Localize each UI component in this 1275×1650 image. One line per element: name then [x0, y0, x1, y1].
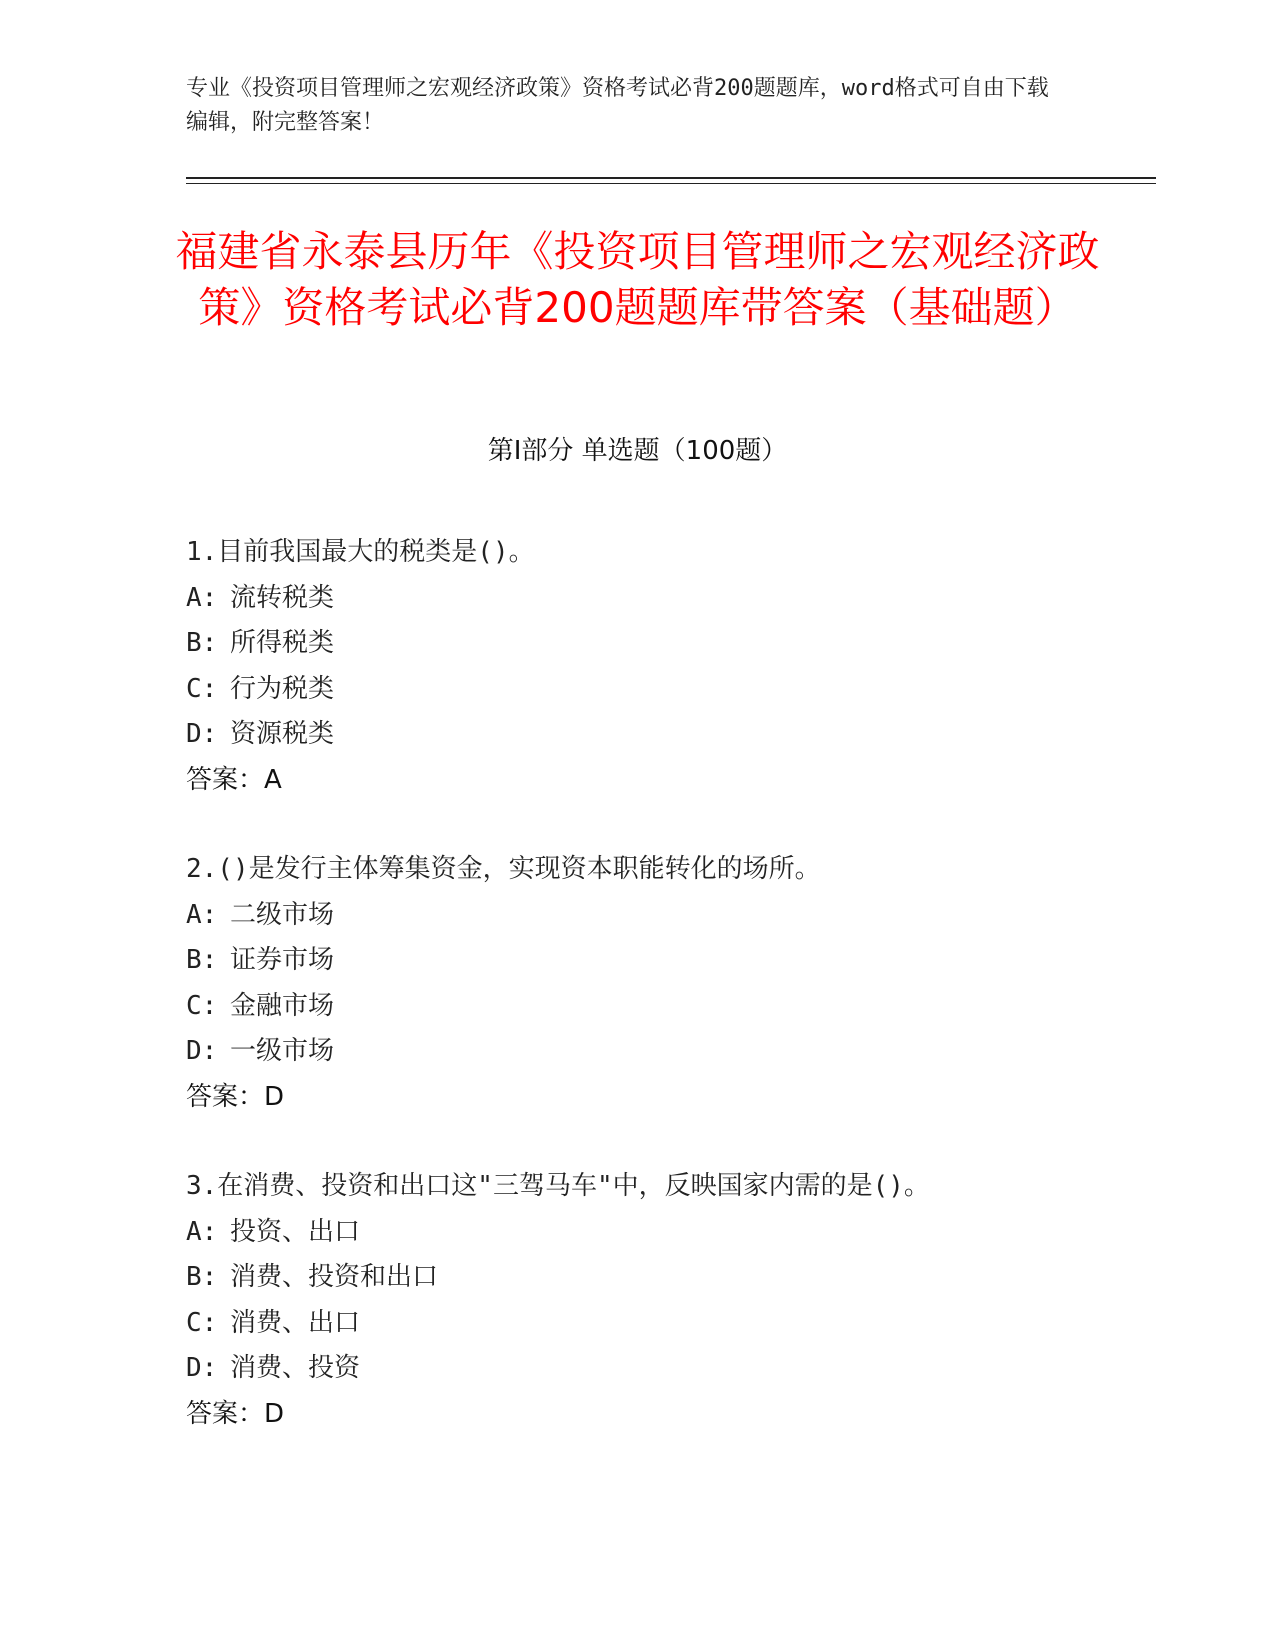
option-a — [186, 893, 1146, 939]
option-letter: D: — [186, 719, 218, 749]
answer-line: 答案：D — [186, 1398, 285, 1429]
option-b — [186, 1255, 1146, 1301]
option-text: 消费、出口 — [230, 1307, 361, 1338]
option-letter: D: — [186, 1353, 218, 1383]
header-rule-thin — [186, 183, 1156, 184]
question-3 — [186, 1164, 1146, 1437]
option-text: 消费、投资和出口 — [230, 1262, 439, 1292]
option-letter: B: — [186, 945, 218, 975]
document-title: 福建省永泰县历年《投资项目管理师之宏观经济政策》资格考试必背200题题库带答案（基础题） — [175, 227, 1100, 332]
question-2 — [186, 847, 1146, 1120]
option-c — [186, 1301, 1146, 1347]
option-letter: A: — [186, 899, 218, 930]
option-text: 金融市场 — [230, 990, 335, 1021]
option-text: 一级市场 — [230, 1036, 335, 1066]
option-text: 资源税类 — [230, 719, 335, 749]
option-text: 二级市场 — [230, 899, 335, 930]
option-a — [186, 576, 1146, 622]
option-text: 所得税类 — [230, 628, 335, 658]
question-text: 1.目前我国最大的税类是()。 — [186, 537, 535, 567]
option-text: 行为税类 — [230, 673, 335, 704]
option-letter: D: — [186, 1036, 218, 1066]
question-list — [186, 530, 1146, 1481]
option-d — [186, 1029, 1146, 1075]
option-letter: C: — [186, 1307, 218, 1338]
option-text: 消费、投资 — [230, 1353, 361, 1383]
option-text: 投资、出口 — [230, 1216, 361, 1247]
option-c — [186, 667, 1146, 713]
option-b — [186, 938, 1146, 984]
option-letter: B: — [186, 628, 218, 658]
question-1 — [186, 530, 1146, 803]
option-letter: B: — [186, 1262, 218, 1292]
option-text: 流转税类 — [230, 582, 335, 613]
question-text: 2.()是发行主体筹集资金，实现资本职能转化的场所。 — [186, 854, 821, 884]
option-b — [186, 621, 1146, 667]
section-heading: 第I部分 单选题（100题） — [487, 436, 788, 466]
option-letter: A: — [186, 582, 218, 613]
question-text: 3.在消费、投资和出口这"三驾马车"中，反映国家内需的是()。 — [186, 1171, 930, 1201]
option-letter: C: — [186, 673, 218, 704]
option-text: 证券市场 — [230, 945, 335, 975]
header-note: 专业《投资项目管理师之宏观经济政策》资格考试必背200题题库，word格式可自由下载编辑，附完整答案！ — [186, 76, 1049, 135]
option-c — [186, 984, 1146, 1030]
option-letter: C: — [186, 990, 218, 1021]
option-d — [186, 712, 1146, 758]
option-d — [186, 1346, 1146, 1392]
header-rule-thick — [186, 177, 1156, 179]
answer-line: 答案：A — [186, 764, 282, 795]
option-letter: A: — [186, 1216, 218, 1247]
option-a — [186, 1210, 1146, 1256]
answer-line: 答案：D — [186, 1081, 285, 1112]
